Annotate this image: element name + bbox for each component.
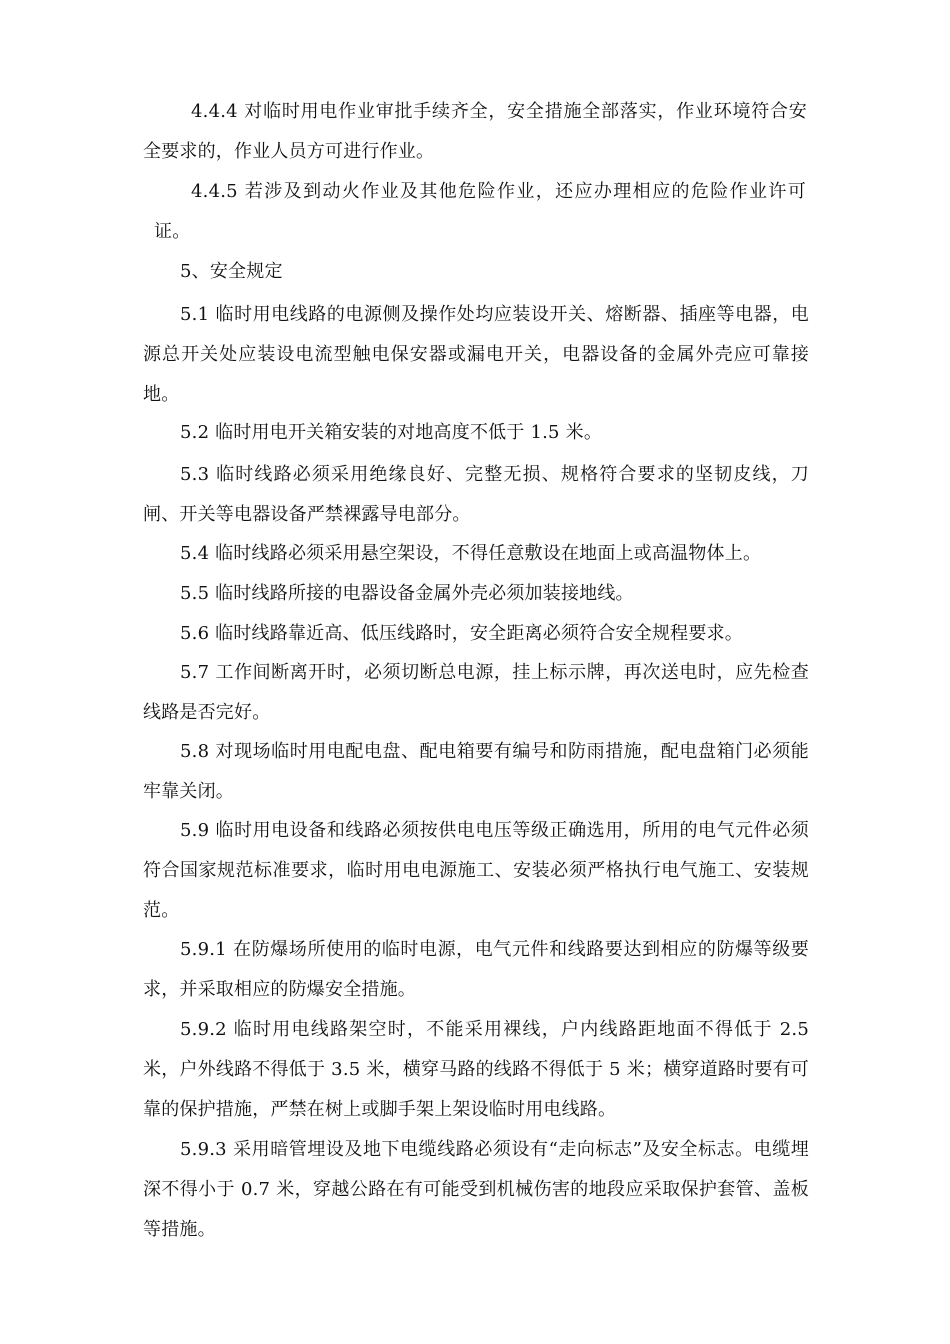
- paragraph-4-4-4: 4.4.4 对临时用电作业审批手续齐全，安全措施全部落实，作业环境符合安全要求的，作业人员方可进行作业。: [143, 101, 807, 162]
- paragraph-5-9: 5.9 临时用电设备和线路必须按供电电压等级正确选用，所用的电气元件必须符合国家规范标准要求，临时用电电源施工、安装必须严格执行电气施工、安装规范。: [143, 820, 809, 921]
- paragraph-5-5: 5.5 临时线路所接的电器设备金属外壳必须加装接地线。: [180, 583, 634, 604]
- paragraph-5-7: 5.7 工作间断离开时，必须切断总电源，挂上标示牌，再次送电时，应先检查线路是否完好。: [143, 662, 809, 723]
- paragraph-5-9-3: 5.9.3 采用暗管埋设及地下电缆线路必须设有“走向标志”及安全标志。电缆埋深不得小于 0.7 米，穿越公路在有可能受到机械伤害的地段应采取保护套管、盖板等措施。: [143, 1139, 809, 1240]
- paragraph-5-9-1: 5.9.1 在防爆场所使用的临时电源，电气元件和线路要达到相应的防爆等级要求，并采取相应的防爆安全措施。: [143, 939, 809, 1000]
- paragraph-5-6: 5.6 临时线路靠近高、低压线路时，安全距离必须符合安全规程要求。: [180, 623, 743, 644]
- paragraph-5-8: 5.8 对现场临时用电配电盘、配电箱要有编号和防雨措施，配电盘箱门必须能牢靠关闭。: [143, 741, 809, 802]
- section-heading-5: 5、安全规定: [180, 261, 283, 282]
- paragraph-5-4: 5.4 临时线路必须采用悬空架设，不得任意敷设在地面上或高温物体上。: [180, 543, 762, 564]
- paragraph-4-4-5: 4.4.5 若涉及到动火作业及其他危险作业，还应办理相应的危险作业许可证。: [154, 181, 806, 242]
- paragraph-5-3: 5.3 临时线路必须采用绝缘良好、完整无损、规格符合要求的坚韧皮线，刀闸、开关等电器设备严禁裸露导电部分。: [143, 464, 809, 525]
- paragraph-5-2: 5.2 临时用电开关箱安装的对地高度不低于 1.5 米。: [180, 422, 603, 443]
- paragraph-5-1: 5.1 临时用电线路的电源侧及操作处均应装设开关、熔断器、插座等电器，电源总开关处应装设电流型触电保安器或漏电开关，电器设备的金属外壳应可靠接地。: [143, 304, 809, 405]
- paragraph-5-9-2: 5.9.2 临时用电线路架空时，不能采用裸线，户内线路距地面不得低于 2.5 米，户外线路不得低于 3.5 米，横穿马路的线路不得低于 5 米；横穿道路时要有可靠的保护措施，严禁在树上或脚手架上架设临时用电线路。: [143, 1019, 809, 1120]
